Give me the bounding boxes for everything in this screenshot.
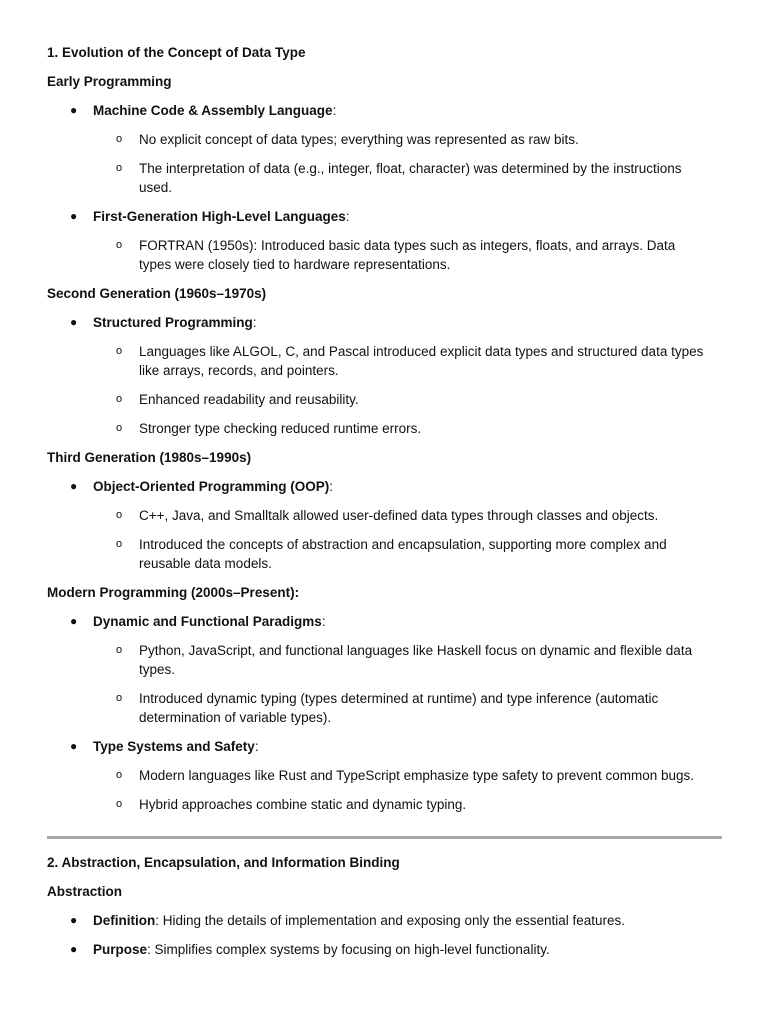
purpose-text: : Simplifies complex systems by focusing on high-level functionality. — [147, 942, 550, 957]
sub-bullet-icon: o — [116, 769, 123, 781]
dynamic-paradigms-item — [93, 612, 326, 631]
list-item: The interpretation of data (e.g., integer, float, character) was determined by the instructions — [139, 161, 682, 176]
first-gen-label: First-Generation High-Level Languages — [93, 209, 346, 224]
dynamic-paradigms-label: Dynamic and Functional Paradigms — [93, 614, 322, 629]
list-item: No explicit concept of data types; everything was represented as raw bits. — [139, 132, 579, 147]
sub-bullet-icon: o — [116, 644, 123, 656]
list-item: Introduced the concepts of abstraction and encapsulation, supporting more complex and — [139, 537, 667, 552]
bullet-icon: ● — [70, 614, 78, 628]
bullet-icon: ● — [70, 479, 78, 493]
section2-title: 2. Abstraction, Encapsulation, and Information Binding — [47, 855, 400, 870]
list-item-continuation: types were closely tied to hardware representations. — [139, 257, 451, 272]
sub-bullet-icon: o — [116, 509, 123, 521]
first-gen-item — [93, 207, 350, 226]
colon: : — [345, 209, 350, 224]
sub-bullet-icon: o — [116, 239, 123, 251]
second-generation-heading: Second Generation (1960s–1970s) — [47, 286, 267, 301]
oop-item — [93, 477, 333, 496]
definition-text: : Hiding the details of implementation and exposing only the essential features. — [155, 913, 626, 928]
machine-code-item — [93, 101, 336, 120]
structured-programming-label: Structured Programming — [93, 315, 253, 330]
list-item: FORTRAN (1950s): Introduced basic data types such as integers, floats, and arrays. Data — [139, 238, 676, 253]
bullet-icon: ● — [70, 942, 78, 956]
sub-bullet-icon: o — [116, 393, 123, 405]
section1-title: 1. Evolution of the Concept of Data Type — [47, 45, 306, 60]
sub-bullet-icon: o — [116, 692, 123, 704]
list-item: C++, Java, and Smalltalk allowed user-defined data types through classes and objects. — [139, 508, 659, 523]
abstraction-heading: Abstraction — [47, 884, 123, 899]
list-item: Stronger type checking reduced runtime errors. — [139, 421, 422, 436]
structured-programming-item — [93, 313, 257, 332]
horizontal-divider — [47, 836, 722, 839]
list-item-continuation: used. — [139, 180, 173, 195]
definition-item — [93, 911, 625, 930]
sub-bullet-icon: o — [116, 133, 123, 145]
sub-bullet-icon: o — [116, 798, 123, 810]
bullet-icon: ● — [70, 209, 78, 223]
machine-code-label: Machine Code & Assembly Language — [93, 103, 333, 118]
list-item: Python, JavaScript, and functional languages like Haskell focus on dynamic and flexible data — [139, 643, 693, 658]
oop-label: Object-Oriented Programming (OOP) — [93, 479, 330, 494]
list-item-continuation: determination of variable types). — [139, 710, 332, 725]
list-item: Enhanced readability and reusability. — [139, 392, 359, 407]
modern-programming-heading: Modern Programming (2000s–Present): — [47, 585, 300, 600]
bullet-icon: ● — [70, 315, 78, 329]
third-generation-heading: Third Generation (1980s–1990s) — [47, 450, 252, 465]
type-safety-label: Type Systems and Safety — [93, 739, 255, 754]
sub-bullet-icon: o — [116, 345, 123, 357]
bullet-icon: ● — [70, 739, 78, 753]
colon: : — [329, 479, 334, 494]
list-item: Languages like ALGOL, C, and Pascal introduced explicit data types and structured data types — [139, 344, 704, 359]
list-item: Hybrid approaches combine static and dynamic typing. — [139, 797, 467, 812]
sub-bullet-icon: o — [116, 422, 123, 434]
list-item-continuation: types. — [139, 662, 176, 677]
list-item: Introduced dynamic typing (types determined at runtime) and type inference (automatic — [139, 691, 659, 706]
purpose-label: Purpose — [93, 942, 148, 957]
bullet-icon: ● — [70, 913, 78, 927]
colon: : — [252, 315, 257, 330]
bullet-icon: ● — [70, 103, 78, 117]
definition-label: Definition — [93, 913, 156, 928]
list-item-continuation: reusable data models. — [139, 556, 272, 571]
list-item: Modern languages like Rust and TypeScript emphasize type safety to prevent common bugs. — [139, 768, 695, 783]
early-programming-heading: Early Programming — [47, 74, 172, 89]
colon: : — [332, 103, 337, 118]
purpose-item — [93, 940, 550, 959]
list-item-continuation: like arrays, records, and pointers. — [139, 363, 339, 378]
colon: : — [254, 739, 259, 754]
sub-bullet-icon: o — [116, 538, 123, 550]
sub-bullet-icon: o — [116, 162, 123, 174]
type-safety-item — [93, 737, 259, 756]
colon: : — [321, 614, 326, 629]
